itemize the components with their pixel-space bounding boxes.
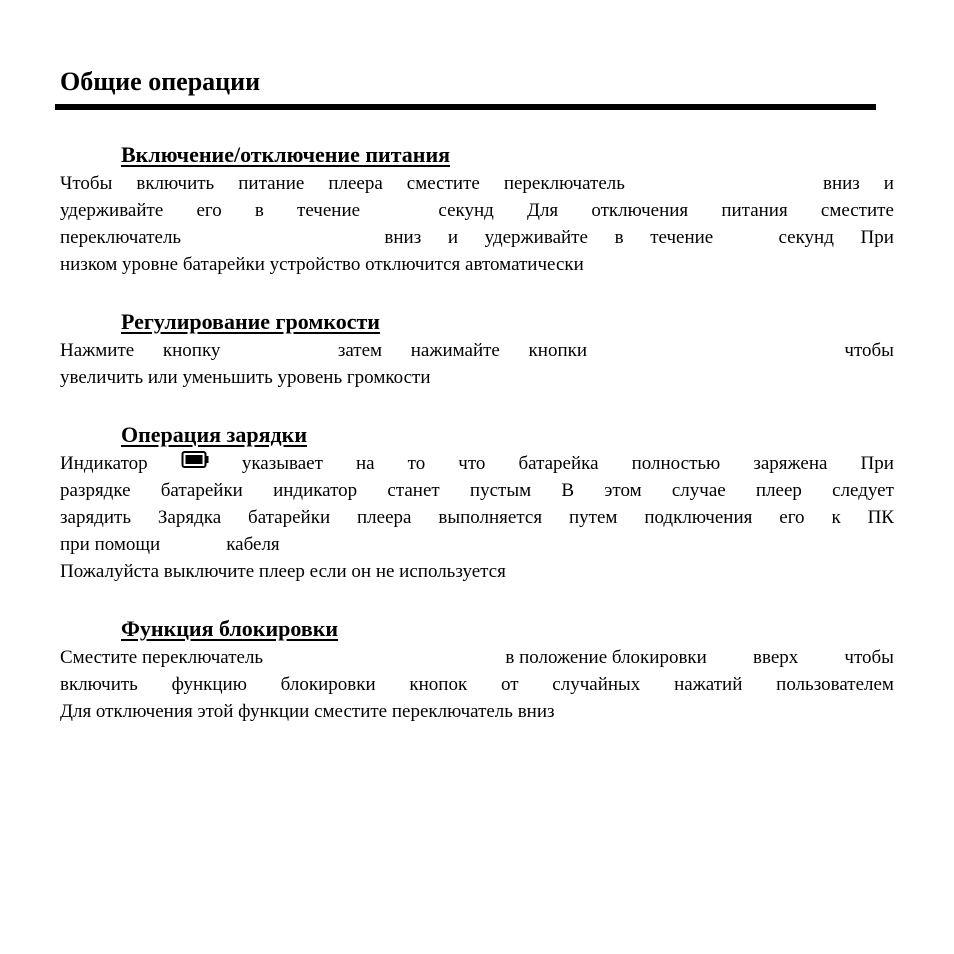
word: пользователем [776, 674, 894, 695]
word: чтобы [844, 340, 894, 361]
word: плеер [755, 480, 802, 501]
word: ПК [867, 507, 894, 528]
text-line [60, 170, 894, 197]
section-volume [60, 307, 894, 391]
blank-gap [616, 337, 816, 364]
word: увеличить или уменьшить уровень громкости [60, 367, 431, 388]
word: что [458, 453, 486, 474]
text-line [60, 450, 894, 477]
word: При [860, 227, 894, 248]
word: от [500, 674, 519, 695]
word: затем [337, 340, 383, 361]
word: сместите [406, 173, 480, 194]
text-line [60, 558, 894, 585]
word: кабеля [226, 534, 280, 555]
word: и [883, 173, 894, 194]
word: удерживайте [60, 200, 164, 221]
page-title: Общие операции [60, 67, 261, 96]
word: в положение блокировки [505, 647, 707, 668]
blank-gap [249, 337, 309, 364]
word: при помощи [60, 534, 161, 555]
word: переключатель [503, 173, 625, 194]
word: на [355, 453, 375, 474]
word: батарейки [160, 480, 243, 501]
word: указывает [241, 453, 323, 474]
word: случайных [552, 674, 641, 695]
word: Сместите переключатель [60, 647, 264, 668]
word: кнопку [162, 340, 221, 361]
word: Нажмите [60, 340, 135, 361]
word: батарейка [518, 453, 599, 474]
word: течение [650, 227, 714, 248]
word: отключения [591, 200, 689, 221]
word: питание [238, 173, 305, 194]
text-line [60, 251, 894, 278]
word: плеера [357, 507, 412, 528]
word: этом [604, 480, 642, 501]
word: разрядке [60, 480, 131, 501]
section-heading: Включение/отключение питания [121, 142, 451, 167]
text-line [60, 531, 894, 558]
word: подключения [644, 507, 753, 528]
word: пустым [469, 480, 532, 501]
word: сместите [820, 200, 894, 221]
word: чтобы [844, 647, 894, 668]
word: батарейки [248, 507, 331, 528]
word: низком уровне батарейки устройство отключится автоматически [60, 254, 584, 275]
word: плеера [328, 173, 383, 194]
word: включить [60, 674, 138, 695]
blank-gap [649, 170, 799, 197]
blank-gap [165, 531, 221, 558]
blank-gap [309, 644, 459, 671]
word: Для отключения этой функции сместите переключатель вниз [60, 701, 555, 722]
section-power [60, 140, 894, 278]
word: вверх [752, 647, 799, 668]
section-heading: Функция блокировки [121, 616, 339, 641]
section-lock [60, 614, 894, 725]
text-line [60, 671, 894, 698]
word: питания [721, 200, 788, 221]
text-line [60, 504, 894, 531]
word: кнопок [409, 674, 468, 695]
word: секунд [438, 200, 494, 221]
word: Для [526, 200, 559, 221]
word: заряжена [753, 453, 828, 474]
word: удерживайте [484, 227, 588, 248]
word: в [254, 200, 264, 221]
word: блокировки [280, 674, 376, 695]
word: в [614, 227, 624, 248]
word: его [779, 507, 805, 528]
word: При [860, 453, 894, 474]
word: секунд [778, 227, 834, 248]
word: функцию [171, 674, 247, 695]
text-line [60, 224, 894, 251]
word: Зарядка [157, 507, 222, 528]
word: Чтобы [60, 173, 113, 194]
word: переключатель [60, 227, 182, 248]
word: вниз [384, 227, 422, 248]
text-line [60, 197, 894, 224]
blank-gap [740, 224, 752, 251]
word: В [561, 480, 575, 501]
word: кнопки [528, 340, 588, 361]
blank-gap [208, 224, 358, 251]
text-line [60, 698, 894, 725]
blank-gap [393, 197, 405, 224]
word: нажатий [674, 674, 743, 695]
word: к [831, 507, 841, 528]
word: включить [136, 173, 215, 194]
word: полностью [631, 453, 721, 474]
battery-full-icon [181, 450, 209, 469]
word: индикатор [273, 480, 358, 501]
word: его [196, 200, 222, 221]
word: и [447, 227, 459, 248]
text-line [60, 477, 894, 504]
word: путем [568, 507, 618, 528]
text-line [60, 644, 894, 671]
word: нажимайте [410, 340, 500, 361]
text-line [60, 364, 894, 391]
word: случае [671, 480, 726, 501]
word: течение [297, 200, 361, 221]
section-charging [60, 420, 894, 585]
word: Индикатор [60, 453, 148, 474]
word: вниз [822, 173, 860, 194]
word: выполняется [438, 507, 543, 528]
text-line [60, 337, 894, 364]
word: следует [832, 480, 894, 501]
word: Пожалуйста выключите плеер если он не используется [60, 561, 506, 582]
title-divider [55, 104, 876, 110]
section-heading: Операция зарядки [121, 422, 308, 447]
word: зарядить [60, 507, 131, 528]
section-heading: Регулирование громкости [121, 309, 380, 334]
word: то [407, 453, 426, 474]
word: станет [387, 480, 440, 501]
